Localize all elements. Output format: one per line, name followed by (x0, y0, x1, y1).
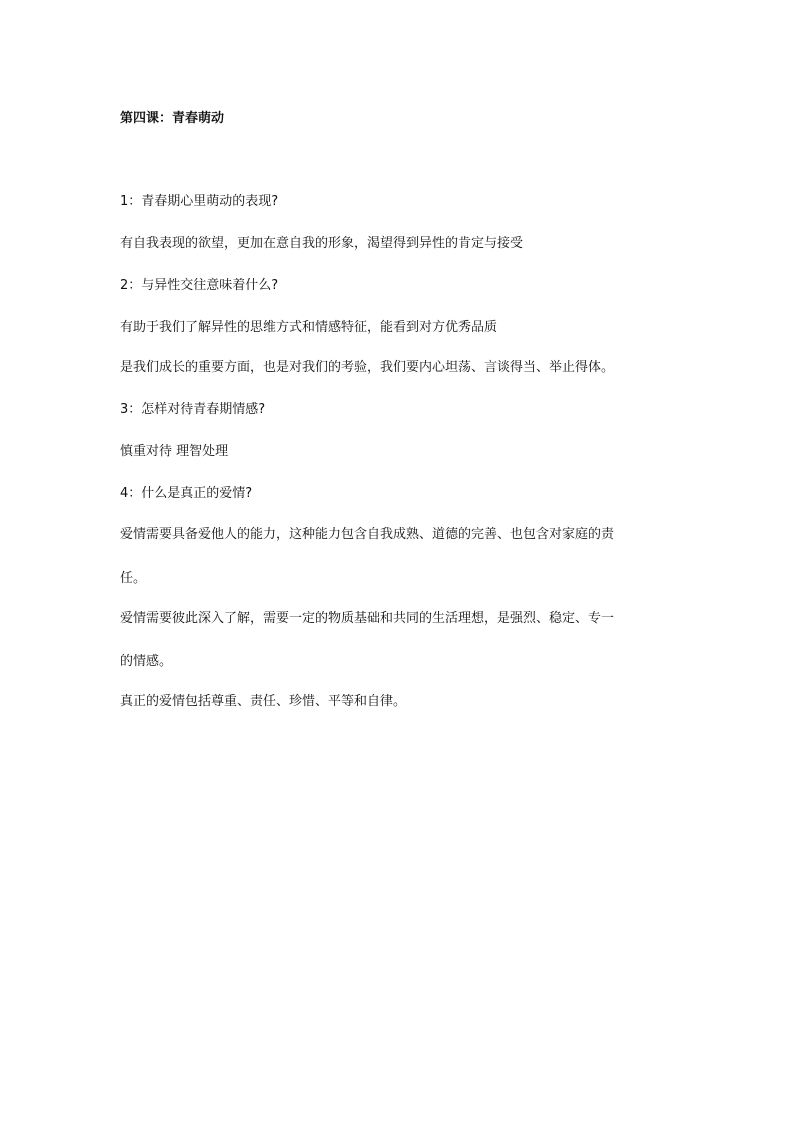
answer-4-line-5: 真正的爱情包括尊重、责任、珍惜、平等和自律。 (120, 694, 407, 709)
question-4: 4：什么是真正的爱情? (120, 486, 253, 501)
answer-4-line-3: 爱情需要彼此深入了解，需要一定的物质基础和共同的生活理想，是强烈、稳定、专一 (120, 611, 615, 626)
answer-4-line-1: 爱情需要具备爱他人的能力，这种能力包含自我成熟、道德的完善、也包含对家庭的责 (120, 527, 615, 542)
answer-4-line-4: 的情感。 (120, 654, 173, 669)
answer-2-line-1: 有助于我们了解异性的思维方式和情感特征，能看到对方优秀品质 (120, 320, 498, 335)
answer-3: 慎重对待 理智处理 (120, 444, 229, 459)
document-title: 第四课：青春萌动 (120, 111, 225, 126)
question-2: 2：与异性交往意味着什么? (120, 278, 279, 293)
answer-4-line-2: 任。 (120, 571, 147, 586)
answer-1: 有自我表现的欲望，更加在意自我的形象，渴望得到异性的肯定与接受 (120, 236, 524, 251)
question-3: 3：怎样对待青春期情感? (120, 402, 266, 417)
question-1: 1：青春期心里萌动的表现? (120, 194, 279, 209)
answer-2-line-2: 是我们成长的重要方面，也是对我们的考验，我们要内心坦荡、言谈得当、举止得体。 (120, 360, 615, 375)
